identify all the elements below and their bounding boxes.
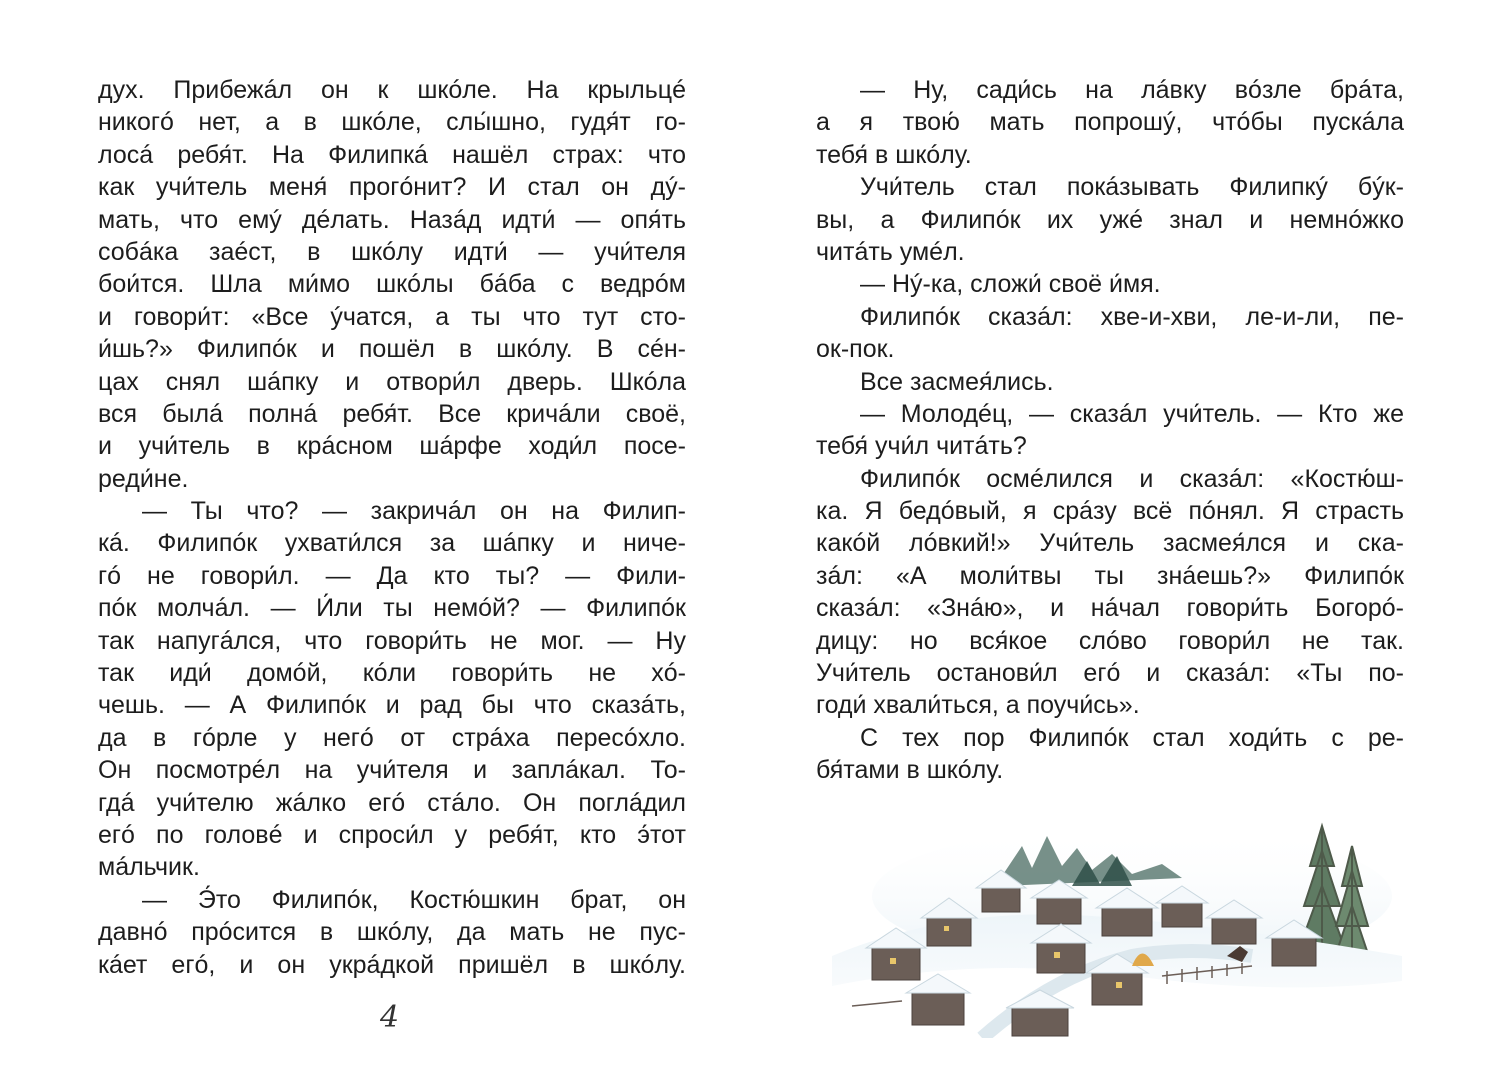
right-page-text-line: вы, а Филипóк их ужé знал и немнóжко: [816, 205, 1404, 234]
left-page-text-line: так напугáлся, что говори́ть не мог. — Ну: [98, 626, 686, 655]
right-page-text-line: Учи́тель останови́л егó и сказáл: «Ты по-: [816, 659, 1404, 688]
winter-village-illustration: [832, 806, 1402, 1038]
right-page-text-line: Все засмея́лись.: [860, 367, 1054, 396]
left-page-text-line: и говори́т: «Все ýчатся, а ты что тут сто-: [98, 302, 686, 331]
right-page-text-line: зáл: «А моли́твы ты знáешь?» Филипóк: [816, 561, 1404, 590]
right-page-text-line: тебя́ в шкóлу.: [816, 140, 972, 169]
left-page-text-line: — Ты что? — закричáл он на Филип-: [142, 497, 686, 526]
left-page-text-line: Он посмотрéл на учи́теля и заплáкал. То-: [98, 756, 686, 785]
left-page-text-line: егó по головé и спроси́л у ребя́т, кто э́тот: [98, 820, 686, 849]
left-page-text-line: гдá учи́телю жáлко егó стáло. Он поглáдил: [98, 788, 686, 817]
left-page-text-line: как учи́тель меня́ прогóнит? И стал он дý-: [98, 173, 686, 202]
right-page-text-line: — Молодéц, — сказáл учи́тель. — Кто же: [860, 399, 1404, 428]
left-page-text: [98, 74, 686, 981]
right-page-text-line: ок-пок.: [816, 335, 895, 364]
left-page-text-line: дух. Прибежáл он к шкóле. На крыльцé: [98, 76, 686, 104]
right-page-text-line: дицу: но вся́кое слóво говори́л не так.: [816, 626, 1404, 655]
right-page-text-line: С тех пор Филипóк стал ходи́ть с ре-: [860, 723, 1404, 752]
right-page-text-line: — Нý-ка, сложи́ своё и́мя.: [860, 270, 1161, 299]
right-page-text-line: читáть умéл.: [816, 237, 965, 266]
left-page-text-line: вся былá полнá ребя́т. Все кричáли своё,: [98, 399, 686, 428]
right-page-text-line: Филипóк осмéлился и сказáл: «Костю́ш-: [860, 464, 1404, 493]
left-page-text-line: реди́не.: [98, 464, 189, 493]
right-page-text: [816, 74, 1404, 787]
left-page-text-line: и́шь?» Филипóк и пошёл в шкóлу. В сéн-: [98, 335, 686, 364]
left-page-text-line: цах снял шáпку и отвори́л дверь. Шкóла: [98, 367, 686, 396]
left-page-text-line: лосá ребя́т. На Филипкá нашёл страх: что: [98, 140, 686, 169]
left-page-text-line: мáльчик.: [98, 853, 200, 882]
right-page-text-line: а я твою́ мать попрошý, чтóбы пускáла: [816, 108, 1404, 137]
left-page-text-line: — Э́то Филипóк, Костю́шкин брат, он: [142, 885, 686, 914]
right-page-text-line: Филипóк сказáл: хве-и-хви, ле-и-ли, пе-: [860, 302, 1404, 331]
right-page-text-line: — Ну, сади́сь на лáвку вóзле брáта,: [860, 76, 1404, 104]
left-page-text-line: мать, что емý дéлать. Назáд идти́ — опя́ть: [98, 205, 686, 234]
left-page-text-line: давнó прóсится в шкóлу, да мать не пус-: [98, 918, 686, 947]
right-page-text-line: тебя́ учи́л читáть?: [816, 432, 1027, 461]
right-page-text-line: какóй лóвкий!» Учи́тель засмея́лся и ска-: [816, 529, 1404, 558]
right-page-text-line: сказáл: «Знáю», и нáчал говори́ть Богорó-: [816, 594, 1404, 623]
right-page-text-line: ка. Я бедóвый, я срáзу всё пóнял. Я страсть: [816, 497, 1404, 526]
right-page-text-line: бя́тами в шкóлу.: [816, 756, 1004, 785]
left-page-text-line: чешь. — А Филипóк и рад бы что сказáть,: [98, 691, 686, 720]
page-number: 4: [380, 1000, 400, 1035]
left-page-text-line: кá. Филипóк ухвати́лся за шáпку и ниче-: [98, 529, 686, 558]
left-page-text-line: никогó нет, а в шкóле, слы́шно, гудя́т го-: [98, 108, 686, 137]
right-page-text-line: годи́ хвали́ться, а поучи́сь».: [816, 691, 1140, 720]
left-page-text-line: бои́тся. Шла ми́мо шкóлы бáба с ведрóм: [98, 270, 686, 299]
right-page-text-line: Учи́тель стал покáзывать Филипкý бýк-: [860, 173, 1404, 202]
left-page-text-line: гó не говори́л. — Да кто ты? — Фили-: [98, 561, 686, 590]
left-page-text-line: пóк молчáл. — И́ли ты немóй? — Филипóк: [98, 594, 686, 623]
left-page-text-line: собáка заéст, в шкóлу идти́ — учи́теля: [98, 237, 686, 266]
left-page-text-line: и учи́тель в крáсном шáрфе ходи́л посе-: [98, 432, 686, 461]
left-page-text-line: да в гóрле у негó от стрáха пересóхло.: [98, 723, 686, 752]
left-page-text-line: так иди́ домóй, кóли говори́ть не хó-: [98, 659, 686, 688]
left-page-text-line: кáет егó, и он укрáдкой пришёл в шкóлу.: [98, 950, 686, 979]
